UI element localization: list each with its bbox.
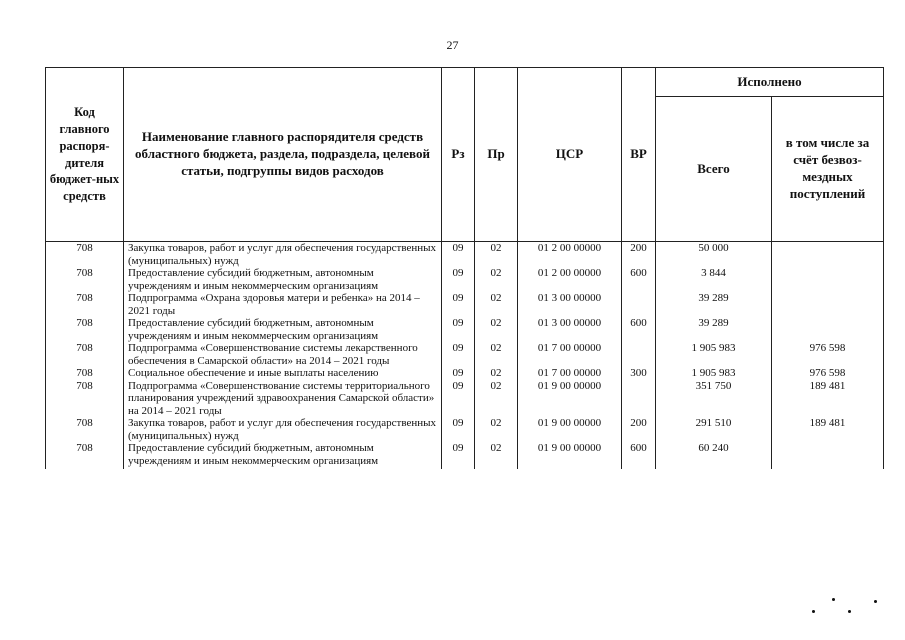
page-number: 27 bbox=[446, 38, 459, 52]
row-pr: 02 bbox=[475, 242, 518, 268]
row-name: Подпрограмма «Совершенствование системы лекарственного обеспечения в Самарской области» на 2014 – 2021 годы bbox=[124, 342, 442, 367]
row-incl: 976 598 bbox=[772, 342, 884, 367]
row-name: Подпрограмма «Охрана здоровья матери и ребенка» на 2014 – 2021 годы bbox=[124, 292, 442, 317]
budget-table-container bbox=[45, 67, 883, 469]
row-csr: 01 9 00 00000 bbox=[518, 442, 622, 469]
row-incl bbox=[772, 442, 884, 469]
table-row bbox=[46, 242, 884, 268]
row-total: 351 750 bbox=[656, 380, 772, 418]
table-body bbox=[46, 242, 884, 470]
row-rz: 09 bbox=[442, 442, 475, 469]
row-rz: 09 bbox=[442, 292, 475, 317]
table-row bbox=[46, 317, 884, 342]
row-code: 708 bbox=[46, 267, 124, 292]
row-code: 708 bbox=[46, 317, 124, 342]
row-code: 708 bbox=[46, 442, 124, 469]
header-executed: Исполнено bbox=[656, 68, 884, 97]
scan-speckles bbox=[812, 596, 882, 616]
row-incl: 976 598 bbox=[772, 367, 884, 380]
row-code: 708 bbox=[46, 417, 124, 442]
header-csr: ЦСР bbox=[518, 68, 622, 242]
row-csr: 01 9 00 00000 bbox=[518, 380, 622, 418]
row-total: 3 844 bbox=[656, 267, 772, 292]
row-total: 1 905 983 bbox=[656, 342, 772, 367]
row-name: Подпрограмма «Совершенствование системы территориального планирования учреждений здравоохранения Самарской области» на 2014 – 2021 годы bbox=[124, 380, 442, 418]
row-incl: 189 481 bbox=[772, 417, 884, 442]
row-rz: 09 bbox=[442, 267, 475, 292]
row-name: Предоставление субсидий бюджетным, автономным учреждениям и иным некоммерческим организациям bbox=[124, 267, 442, 292]
row-vr: 200 bbox=[622, 242, 656, 268]
row-pr: 02 bbox=[475, 292, 518, 317]
row-csr: 01 7 00 00000 bbox=[518, 367, 622, 380]
row-vr: 600 bbox=[622, 267, 656, 292]
row-vr bbox=[622, 292, 656, 317]
row-csr: 01 9 00 00000 bbox=[518, 417, 622, 442]
row-code: 708 bbox=[46, 242, 124, 268]
row-pr: 02 bbox=[475, 442, 518, 469]
row-rz: 09 bbox=[442, 417, 475, 442]
row-incl bbox=[772, 317, 884, 342]
row-pr: 02 bbox=[475, 417, 518, 442]
row-pr: 02 bbox=[475, 317, 518, 342]
row-vr bbox=[622, 342, 656, 367]
row-rz: 09 bbox=[442, 317, 475, 342]
row-code: 708 bbox=[46, 380, 124, 418]
row-name: Закупка товаров, работ и услуг для обеспечения государственных (муниципальных) нужд bbox=[124, 417, 442, 442]
row-incl: 189 481 bbox=[772, 380, 884, 418]
row-pr: 02 bbox=[475, 267, 518, 292]
header-incl: в том числе за счёт безвоз-мездных поступлений bbox=[772, 97, 884, 242]
row-rz: 09 bbox=[442, 242, 475, 268]
row-rz: 09 bbox=[442, 367, 475, 380]
table-row bbox=[46, 267, 884, 292]
row-csr: 01 3 00 00000 bbox=[518, 317, 622, 342]
table-header bbox=[46, 68, 884, 242]
table-row bbox=[46, 342, 884, 367]
row-name: Предоставление субсидий бюджетным, автономным учреждениям и иным некоммерческим организациям bbox=[124, 317, 442, 342]
header-name: Наименование главного распорядителя средств областного бюджета, раздела, подраздела, целевой статьи, подгруппы видов расходов bbox=[124, 68, 442, 242]
row-rz: 09 bbox=[442, 380, 475, 418]
row-incl bbox=[772, 292, 884, 317]
row-incl bbox=[772, 267, 884, 292]
row-vr: 200 bbox=[622, 417, 656, 442]
row-csr: 01 3 00 00000 bbox=[518, 292, 622, 317]
table-row bbox=[46, 442, 884, 469]
row-total: 60 240 bbox=[656, 442, 772, 469]
row-code: 708 bbox=[46, 292, 124, 317]
header-vr: ВР bbox=[622, 68, 656, 242]
header-total: Всего bbox=[656, 97, 772, 242]
table-row bbox=[46, 367, 884, 380]
row-pr: 02 bbox=[475, 342, 518, 367]
row-total: 1 905 983 bbox=[656, 367, 772, 380]
row-pr: 02 bbox=[475, 380, 518, 418]
header-rz: Рз bbox=[442, 68, 475, 242]
row-pr: 02 bbox=[475, 367, 518, 380]
row-code: 708 bbox=[46, 367, 124, 380]
header-code: Код главного распоря-дителя бюджет-ных средств bbox=[46, 68, 124, 242]
row-name: Закупка товаров, работ и услуг для обеспечения государственных (муниципальных) нужд bbox=[124, 242, 442, 268]
row-csr: 01 2 00 00000 bbox=[518, 267, 622, 292]
row-incl bbox=[772, 242, 884, 268]
row-csr: 01 7 00 00000 bbox=[518, 342, 622, 367]
row-total: 39 289 bbox=[656, 317, 772, 342]
budget-table bbox=[45, 67, 884, 469]
row-vr bbox=[622, 380, 656, 418]
row-total: 50 000 bbox=[656, 242, 772, 268]
row-vr: 600 bbox=[622, 442, 656, 469]
header-pr: Пр bbox=[475, 68, 518, 242]
row-vr: 600 bbox=[622, 317, 656, 342]
row-total: 39 289 bbox=[656, 292, 772, 317]
row-code: 708 bbox=[46, 342, 124, 367]
table-row bbox=[46, 417, 884, 442]
row-csr: 01 2 00 00000 bbox=[518, 242, 622, 268]
row-name: Предоставление субсидий бюджетным, автономным учреждениям и иным некоммерческим организациям bbox=[124, 442, 442, 469]
row-name: Социальное обеспечение и иные выплаты населению bbox=[124, 367, 442, 380]
row-vr: 300 bbox=[622, 367, 656, 380]
table-row bbox=[46, 292, 884, 317]
row-total: 291 510 bbox=[656, 417, 772, 442]
row-rz: 09 bbox=[442, 342, 475, 367]
table-row bbox=[46, 380, 884, 418]
